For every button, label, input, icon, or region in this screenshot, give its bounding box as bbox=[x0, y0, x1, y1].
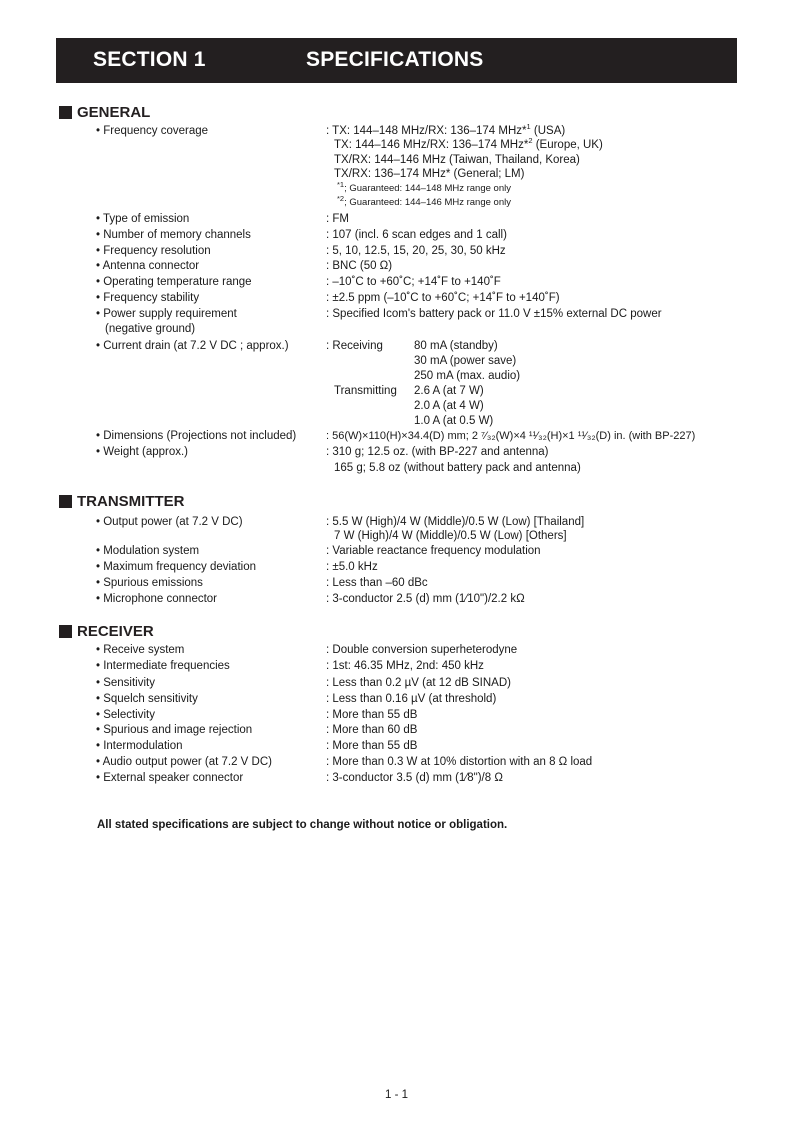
spec-label: • Audio output power (at 7.2 V DC) bbox=[96, 756, 272, 768]
spec-value: : More than 55 dB bbox=[326, 709, 418, 721]
spec-value: : Double conversion superheterodyne bbox=[326, 644, 518, 656]
spec-label: • Sensitivity bbox=[96, 677, 155, 689]
spec-label: • Receive system bbox=[96, 644, 185, 656]
spec-value: : BNC (50 Ω) bbox=[326, 260, 393, 272]
spec-label: • Current drain (at 7.2 V DC ; approx.) bbox=[96, 340, 289, 352]
spec-value: TX/RX: 144–146 MHz (Taiwan, Thailand, Korea) bbox=[334, 154, 580, 166]
current-value: 2.0 A (at 4 W) bbox=[414, 400, 484, 412]
receiver-heading-label: RECEIVER bbox=[77, 623, 154, 640]
spec-label: • Number of memory channels bbox=[96, 229, 251, 241]
spec-label: • Modulation system bbox=[96, 545, 200, 557]
spec-value: : TX: 144–148 MHz/RX: 136–174 MHz*$^1$ (USA) bbox=[326, 122, 566, 137]
general-heading-label: GENERAL bbox=[77, 104, 151, 121]
receiver-heading bbox=[59, 623, 154, 640]
spec-value: : 5.5 W (High)/4 W (Middle)/0.5 W (Low) [Thailand] bbox=[326, 516, 585, 528]
spec-value: : More than 55 dB bbox=[326, 740, 418, 752]
spec-label: • Intermodulation bbox=[96, 740, 183, 752]
spec-label: • Output power (at 7.2 V DC) bbox=[96, 516, 243, 528]
receiving-label: : Receiving bbox=[326, 340, 383, 352]
spec-value: : 56(W)×110(H)×34.4(D) mm; 2 ⁷⁄₃₂(W)×4 ¹¹⁄₃₂(H)×1 ¹¹⁄₃₂(D) in. (with BP-227) bbox=[326, 430, 696, 442]
heading-square-icon bbox=[59, 625, 72, 638]
current-value: 250 mA (max. audio) bbox=[414, 370, 521, 382]
section-number: SECTION 1 bbox=[93, 48, 206, 71]
spec-value: : 310 g; 12.5 oz. (with BP-227 and antenna) bbox=[326, 446, 549, 458]
spec-label: • Antenna connector bbox=[96, 260, 200, 272]
spec-value: : Less than –60 dBc bbox=[326, 577, 428, 589]
transmitter-heading bbox=[59, 493, 185, 510]
spec-value: : 3-conductor 2.5 (d) mm (1⁄10")/2.2 kΩ bbox=[326, 593, 525, 605]
spec-value: : 5, 10, 12.5, 15, 20, 25, 30, 50 kHz bbox=[326, 245, 506, 257]
spec-label: • Intermediate frequencies bbox=[96, 660, 230, 672]
spec-label: (negative ground) bbox=[105, 323, 196, 335]
spec-label: • Spurious emissions bbox=[96, 577, 203, 589]
spec-value: TX/RX: 136–174 MHz* (General; LM) bbox=[334, 168, 525, 180]
spec-label: • Power supply requirement bbox=[96, 308, 237, 320]
spec-label: • Dimensions (Projections not included) bbox=[96, 430, 297, 442]
spec-value: : More than 60 dB bbox=[326, 724, 418, 736]
transmitter-heading-label: TRANSMITTER bbox=[77, 493, 185, 510]
heading-square-icon bbox=[59, 106, 72, 119]
spec-value: : Less than 0.2 µV (at 12 dB SINAD) bbox=[326, 677, 511, 689]
current-value: 30 mA (power save) bbox=[414, 355, 517, 367]
spec-value: : Specified Icom's battery pack or 11.0 V ±15% external DC power bbox=[326, 308, 662, 320]
spec-value: : Variable reactance frequency modulation bbox=[326, 545, 541, 557]
spec-label: • Weight (approx.) bbox=[96, 446, 189, 458]
spec-label: • Maximum frequency deviation bbox=[96, 561, 256, 573]
transmitting-label: Transmitting bbox=[334, 385, 397, 397]
current-value: 1.0 A (at 0.5 W) bbox=[414, 415, 494, 427]
page-number: 1 - 1 bbox=[384, 1089, 408, 1101]
spec-label: • External speaker connector bbox=[96, 772, 244, 784]
spec-row-current-drain bbox=[96, 339, 596, 429]
spec-value: 7 W (High)/4 W (Middle)/0.5 W (Low) [Others] bbox=[334, 530, 567, 542]
spec-label: • Microphone connector bbox=[96, 593, 218, 605]
spec-label: • Type of emission bbox=[96, 213, 190, 225]
current-value: 2.6 A (at 7 W) bbox=[414, 385, 484, 397]
spec-value: : 1st: 46.35 MHz, 2nd: 450 kHz bbox=[326, 660, 484, 672]
spec-value: : –10˚C to +60˚C; +14˚F to +140˚F bbox=[326, 276, 501, 288]
spec-value: : Less than 0.16 µV (at threshold) bbox=[326, 693, 497, 705]
spec-label: • Spurious and image rejection bbox=[96, 724, 253, 736]
spec-value: : 107 (incl. 6 scan edges and 1 call) bbox=[326, 229, 507, 241]
spec-label: • Operating temperature range bbox=[96, 276, 252, 288]
spec-value: : FM bbox=[326, 213, 349, 225]
spec-label: • Frequency coverage bbox=[96, 125, 209, 137]
general-heading bbox=[59, 104, 150, 121]
disclaimer-note: All stated specifications are subject to change without notice or obligation. bbox=[97, 819, 508, 831]
spec-value: TX: 144–146 MHz/RX: 136–174 MHz*$^2$ (Europe, UK) bbox=[334, 136, 603, 151]
spec-value: : More than 0.3 W at 10% distortion with an 8 Ω load bbox=[326, 756, 593, 768]
spec-value: : 3-conductor 3.5 (d) mm (1⁄8")/8 Ω bbox=[326, 772, 503, 784]
current-value: 80 mA (standby) bbox=[414, 340, 498, 352]
spec-label: • Selectivity bbox=[96, 709, 155, 721]
spec-label: • Squelch sensitivity bbox=[96, 693, 198, 705]
spec-label: • Frequency stability bbox=[96, 292, 200, 304]
spec-value: : ±2.5 ppm (–10˚C to +60˚C; +14˚F to +140˚F) bbox=[326, 292, 560, 304]
section-title: SPECIFICATIONS bbox=[306, 48, 484, 71]
spec-value: : ±5.0 kHz bbox=[326, 561, 378, 573]
section-header-bar bbox=[56, 38, 737, 83]
spec-value: 165 g; 5.8 oz (without battery pack and antenna) bbox=[334, 462, 581, 474]
heading-square-icon bbox=[59, 495, 72, 508]
spec-label: • Frequency resolution bbox=[96, 245, 211, 257]
